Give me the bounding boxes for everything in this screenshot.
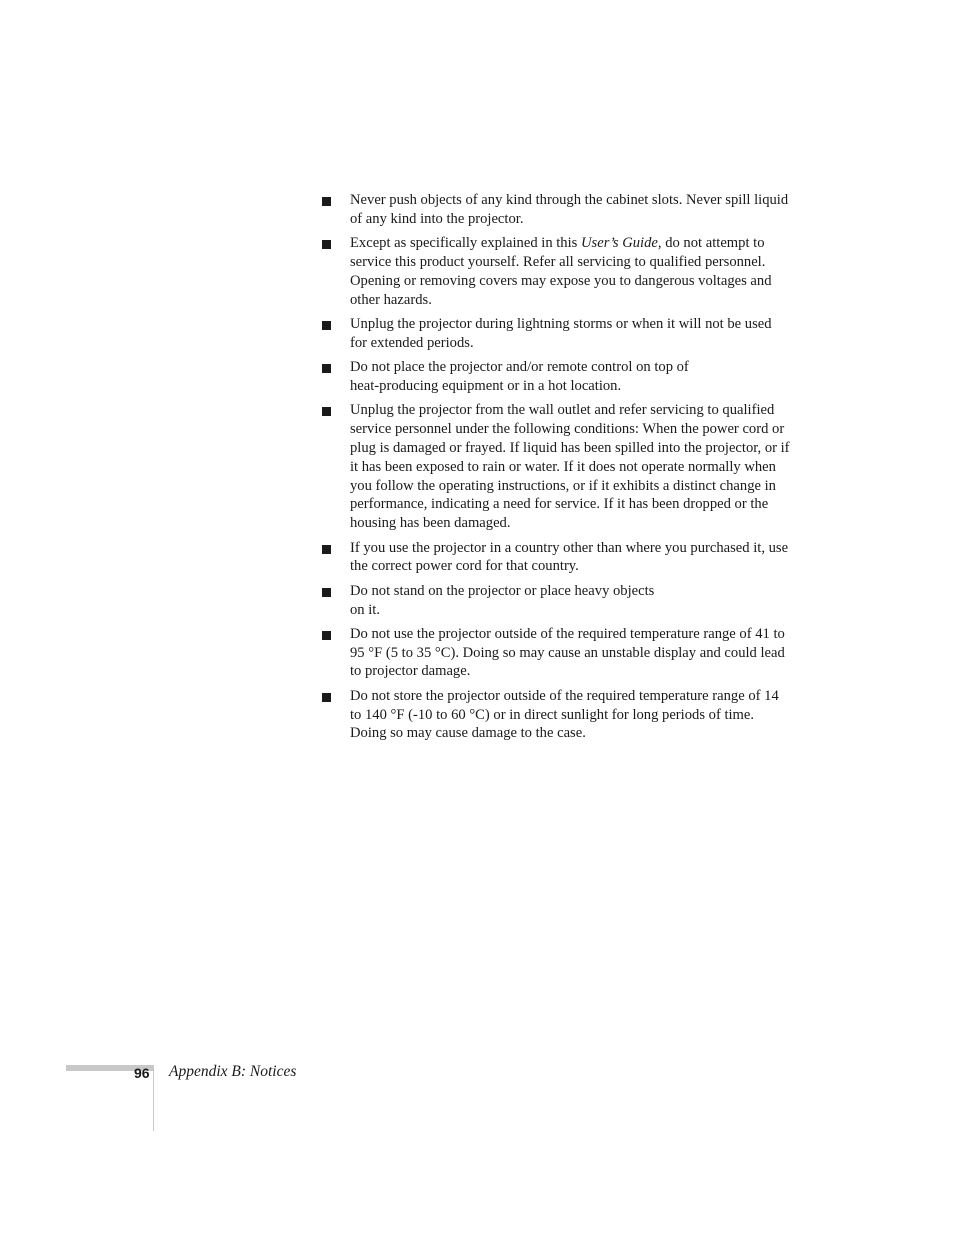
bullet-text-line-1: Do not stand on the projector or place heavy objects: [350, 582, 655, 599]
bullet-text: If you use the projector in a country other than where you purchased it, use the correct power cord for that country.: [350, 539, 789, 575]
square-bullet-icon: [322, 588, 331, 597]
bullet-item: [322, 191, 792, 229]
square-bullet-icon: [322, 693, 331, 702]
square-bullet-icon: [322, 631, 331, 640]
square-bullet-icon: [322, 364, 331, 373]
bullet-text: Unplug the projector during lightning storms or when it will not be used for extended periods.: [350, 315, 772, 351]
bullet-item: [322, 234, 792, 309]
square-bullet-icon: [322, 407, 331, 416]
square-bullet-icon: [322, 240, 331, 249]
page-number: 96: [134, 1065, 150, 1081]
bullet-text-line-1: Do not place the projector and/or remote control on top of: [350, 359, 689, 376]
square-bullet-icon: [322, 545, 331, 554]
bullet-item: [322, 539, 792, 577]
safety-bullet-list: [322, 191, 792, 743]
bullet-item: [322, 625, 792, 681]
bullet-text: Do not use the projector outside of the required temperature range of 41 to 95 °F (5 to 35 °C). Doing so may cause an unstable display and could lead to projector damage.: [350, 625, 785, 680]
bullet-item: [322, 315, 792, 353]
square-bullet-icon: [322, 321, 331, 330]
guide-title-italic: User’s Guide: [581, 235, 658, 252]
bullet-text: Do not store the projector outside of the required temperature range of 14 to 140 °F (-10 to 60 °C) or in direct sunlight for long periods of time. Doing so may cause damage to the case.: [350, 687, 779, 742]
bullet-item: [322, 687, 792, 743]
bullet-text-line-2: on it.: [350, 601, 380, 618]
bullet-text: Never push objects of any kind through the cabinet slots. Never spill liquid of any kind into the projector.: [350, 192, 789, 227]
bullet-text-end: , do not attempt to service this product yourself. Refer all servicing to qualified personnel. Opening or removing covers may expose you to dangerous voltages and other hazards.: [350, 235, 772, 308]
footer-vertical-rule: [153, 1065, 154, 1131]
bullet-text-line-2: heat-producing equipment or in a hot location.: [350, 377, 622, 394]
bullet-text-start: Except as specifically explained in this: [350, 235, 581, 252]
square-bullet-icon: [322, 197, 331, 206]
bullet-item: [322, 401, 792, 533]
footer-section-title: Appendix B: Notices: [169, 1063, 297, 1080]
bullet-item: [322, 582, 792, 620]
bullet-text: Unplug the projector from the wall outlet and refer servicing to qualified service personnel under the following conditions: When the power cord or plug is damaged or frayed. If liquid has been spilled into the projector, or if it has been exposed to rain or water. If it does not operate normally when you follow the operating instructions, or if it exhibits a distinct change in performance, indicating a need for service. If it has been dropped or the housing has been damaged.: [350, 402, 790, 532]
notices-content: [322, 191, 792, 749]
bullet-item: [322, 358, 792, 396]
